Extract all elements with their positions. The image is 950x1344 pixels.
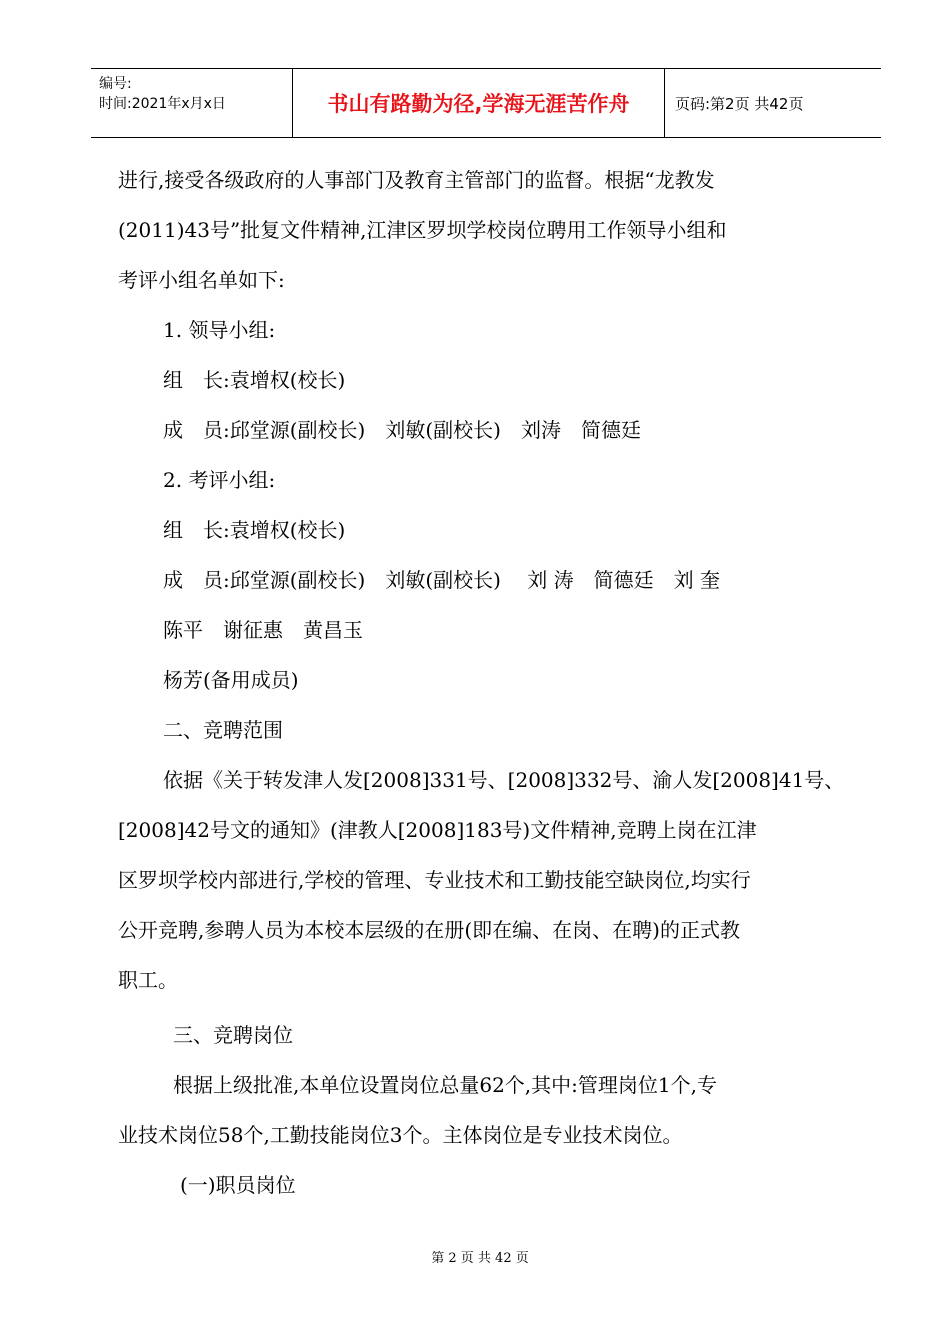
- body-line-10: 陈平 谢征惠 黄昌玉: [163, 618, 363, 642]
- body-line-13: 依据《关于转发津人发[2008]331号、[2008]332号、渝人发[2008]41号、: [163, 768, 845, 792]
- body-line-1: 进行,接受各级政府的人事部门及教育主管部门的监督。根据“龙教发: [118, 168, 715, 192]
- body-line-7: 2. 考评小组:: [163, 468, 276, 492]
- header-meta: [91, 69, 293, 137]
- section-heading-3: 三、竞聘岗位: [173, 1023, 293, 1047]
- section-heading-2: 二、竞聘范围: [163, 718, 283, 742]
- body-line-8: 组 长:袁增权(校长): [163, 518, 346, 542]
- body-line-17: 职工。: [118, 968, 178, 992]
- body-line-6: 成 员:邱堂源(副校长) 刘敏(副校长) 刘涛 简德廷: [163, 418, 641, 442]
- body-line-2: (2011)43号”批复文件精神,江津区罗坝学校岗位聘用工作领导小组和: [118, 218, 727, 242]
- body-line-4: 1. 领导小组:: [163, 318, 276, 342]
- body-line-15: 区罗坝学校内部进行,学校的管理、专业技术和工勤技能空缺岗位,均实行: [118, 868, 751, 892]
- body-line-14: [2008]42号文的通知》(津教人[2008]183号)文件精神,竞聘上岗在江津: [118, 818, 757, 842]
- header-page-number: 页码:第2页 共42页: [675, 94, 804, 113]
- document-header: [91, 68, 881, 138]
- body-line-11: 杨芳(备用成员): [163, 668, 299, 692]
- subsection-heading: (一)职员岗位: [180, 1173, 296, 1197]
- header-motto: 书山有路勤为径,学海无涯苦作舟: [293, 69, 665, 137]
- body-line-5: 组 长:袁增权(校长): [163, 368, 346, 392]
- time-label: 时间:2021年x月x日: [99, 96, 226, 112]
- number-label: 编号:: [99, 76, 132, 92]
- body-line-20: 业技术岗位58个,工勤技能岗位3个。主体岗位是专业技术岗位。: [118, 1123, 683, 1147]
- page-footer: 第 2 页 共 42 页: [431, 1251, 529, 1266]
- body-line-19: 根据上级批准,本单位设置岗位总量62个,其中:管理岗位1个,专: [173, 1073, 717, 1097]
- body-line-9: 成 员:邱堂源(副校长) 刘敏(副校长) 刘 涛 简德廷 刘 奎: [163, 568, 721, 592]
- body-line-16: 公开竞聘,参聘人员为本校本层级的在册(即在编、在岗、在聘)的正式教: [118, 918, 740, 942]
- body-line-3: 考评小组名单如下:: [118, 268, 285, 292]
